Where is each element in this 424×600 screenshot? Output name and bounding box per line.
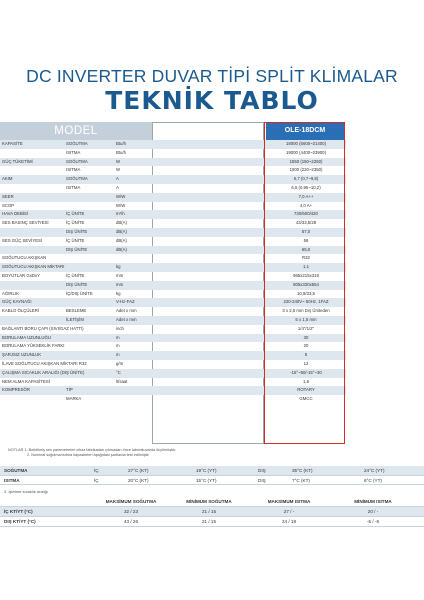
table-row (0, 517, 424, 527)
cell-value: 1550 (150~2250) (289, 158, 323, 164)
model-header: MODEL (0, 122, 152, 140)
spec-table (0, 122, 346, 402)
table-row (0, 246, 346, 255)
cell-value: 730/600/420 (294, 211, 318, 217)
cell-label: AKIM (2, 176, 13, 182)
table-row (0, 281, 346, 290)
cell-mode: ISITMA (4, 477, 20, 483)
cell-sub: DIŞ ÜNİTE (66, 281, 88, 287)
cell-unit: lt/saat (116, 378, 128, 384)
table-row (0, 237, 346, 246)
table-row (0, 386, 346, 395)
range-row-label: DIŞ KT/YT (°C) (4, 519, 36, 524)
range-table (0, 497, 424, 527)
table-row (0, 325, 346, 334)
cell-value: 57,0 (301, 229, 311, 234)
range-cell: 21 / 15 (201, 509, 217, 514)
cell-label: BORULAMA UZUNLUĞU (2, 334, 51, 340)
cell-label: İLAVE SOĞUTUCU AKIŞKAN MİKTARI R32 (2, 361, 87, 366)
cell-value: 18000 (6600~21400) (285, 141, 327, 146)
cell-label: SCOP (2, 202, 15, 208)
cell-out-wb: 24°C (YT) (364, 468, 385, 473)
cell-unit: dB(A) (116, 229, 127, 234)
table-row (0, 298, 346, 307)
cell-sub: İÇ ÜNİTE (66, 273, 85, 278)
table-row (0, 334, 346, 343)
cell-unit: mm (116, 273, 124, 278)
range-cell: 27 / - (283, 509, 295, 514)
cell-unit: W (116, 158, 121, 164)
cell-unit: Btu/h (116, 141, 127, 146)
cell-in-wb: 15°C (YT) (196, 477, 217, 483)
cell-unit: m (116, 334, 120, 340)
model-name: OLE-18DCM (266, 122, 344, 140)
cell-unit: W/W (116, 202, 126, 208)
table-row (0, 476, 424, 486)
cell-value: 1500 (220~2350) (289, 167, 323, 173)
cell-value: 12 (303, 361, 309, 366)
table-row (0, 166, 346, 175)
table-row (0, 395, 346, 404)
cell-sub: MARKA (66, 396, 82, 402)
cell-value: 805x330x554 (293, 281, 319, 287)
cell-value: R32 (302, 255, 310, 261)
cell-sub: İÇ ÜNİTE (66, 220, 85, 226)
cell-unit: W (116, 167, 121, 173)
range-column-header: MAKSİMUM SOĞUTMA (105, 499, 157, 504)
cell-value: 5 x 1,5 mm (295, 317, 317, 322)
cell-value: 220-240V~ 50Hz, 1FAZ (283, 299, 329, 305)
table-row (0, 228, 346, 237)
cell-in-db: 20°C (KT) (128, 477, 149, 483)
cell-out-wb: 6°C (YT) (364, 477, 382, 483)
cell-sub: İLETİŞİM (66, 317, 84, 322)
cell-sub: SOĞUTMA (66, 176, 88, 182)
cell-label: SOĞUTUCU AKIŞKAN MİKTARI (2, 264, 65, 270)
cell-value: 10,9/33,5 (297, 290, 315, 296)
cell-unit: dB(A) (116, 237, 127, 243)
cell-unit: A (116, 185, 119, 190)
cell-sub: DIŞ ÜNİTE (66, 229, 88, 234)
cell-unit: m (116, 343, 120, 349)
cell-label: SES GÜÇ SEVİYESİ (2, 237, 43, 243)
cell-in-label: İÇ (94, 468, 99, 473)
cell-value: 965x215x319 (293, 273, 319, 278)
cell-label: ÇALIŞMA SICAKLIK ARALIĞI (DIŞ ÜNİTE) (2, 369, 85, 375)
cell-unit: °C (116, 369, 121, 375)
cell-sub: SOĞUTMA (66, 141, 88, 146)
cell-label: KAPASİTE (2, 141, 23, 146)
cell-label: GÜÇ KAYNAĞI (2, 299, 32, 305)
cell-sub: TİP (66, 387, 73, 393)
table-row (0, 290, 346, 299)
cell-unit: W/W (116, 193, 126, 199)
cell-unit: inch (116, 325, 124, 331)
cell-unit: Btu/h (116, 149, 127, 155)
cell-unit: mm (116, 281, 124, 287)
table-row (0, 378, 346, 387)
table-row (0, 466, 424, 476)
cell-value: 4,0 A+ (299, 202, 313, 208)
cell-value: 65,0 (301, 246, 311, 252)
cell-value: 7,0 A++ (298, 193, 314, 199)
table-row (0, 351, 346, 360)
cell-label: SES BASINÇ SEVİYESİ (2, 220, 49, 226)
table-row (0, 307, 346, 316)
table-row (0, 316, 346, 325)
spec-header (0, 122, 346, 140)
cell-label: BAĞLANTI BORU ÇAPI (SIVI/GAZ HATTI) (2, 325, 84, 331)
cell-label: HAVA DEBİSİ (2, 211, 29, 217)
cell-label: NEM ALMA KAPASİTESİ (2, 378, 50, 384)
table-row (0, 263, 346, 272)
note-line: 2. Nominal soğutma/ısıtma kapasiteleri aşağıdaki şartlarda test edilmiştir. (27, 453, 150, 457)
cell-value: ROTARY (297, 387, 315, 393)
range-cell: 43 / 26 (123, 519, 139, 524)
range-row-label: İÇ KT/YT (°C) (4, 509, 33, 514)
table-row (0, 507, 424, 517)
table-row (0, 369, 346, 378)
cell-value: 20 (303, 343, 309, 349)
cell-sub: ISITMA (66, 149, 81, 155)
conditions-table (0, 466, 424, 485)
cell-sub: İÇ/DIŞ ÜNİTE (66, 290, 93, 296)
table-row (0, 360, 346, 369)
table-row (0, 202, 346, 211)
cell-value: 6,7 (0,7~9,8) (293, 176, 319, 182)
cell-value: 5 (304, 352, 308, 358)
cell-out-label: DIŞ (258, 468, 266, 473)
cell-sub: ISITMA (66, 185, 81, 190)
cell-sub: İÇ ÜNİTE (66, 237, 85, 243)
range-header (0, 497, 424, 507)
cell-value: -15°~50/-15°~30 (290, 369, 322, 375)
table-row (0, 158, 346, 167)
cell-label: SEER (2, 193, 14, 199)
table-row (0, 254, 346, 263)
cell-label: AĞIRLIK (2, 290, 19, 296)
table-row (0, 272, 346, 281)
cell-out-db: 7°C (KT) (292, 477, 310, 483)
range-column-header: MİNİMUM SOĞUTMA (186, 499, 232, 504)
range-column-header: MİNİMUM ISITMA (354, 499, 392, 504)
cell-in-label: İÇ (94, 477, 99, 483)
range-cell: 24 / 18 (281, 519, 297, 524)
cell-unit: g/m (116, 361, 124, 366)
cell-value: 30 (303, 334, 309, 340)
cell-unit: m (116, 352, 120, 358)
range-cell: 32 / 23 (123, 509, 139, 514)
cell-unit: V-Hz-FAZ (116, 299, 135, 305)
cell-label: KOMPRESÖR (2, 387, 30, 393)
cell-value: 43/33,5/28 (295, 220, 317, 226)
page-subtitle: TEKNİK TABLO (105, 86, 319, 115)
table-row (0, 219, 346, 228)
note-line: NOTLAR 1. Belirtilmiş ses parametreleri cihaz fabrikadan çıkmadan önce laboratuvarda ölçülmüştür. (8, 448, 177, 452)
table-row (0, 140, 346, 149)
table-row (0, 210, 346, 219)
cell-unit: kg (116, 264, 121, 270)
cell-value: 3 x 2,5 mm Dış Üniteden (282, 308, 330, 314)
range-cell: -5 / -6 (367, 519, 379, 524)
table-row (0, 342, 346, 351)
cell-unit: dB(A) (116, 246, 127, 252)
cell-value: 1,1 (303, 264, 309, 270)
cell-sub: BESLEME (66, 308, 87, 314)
cell-mode: SOĞUTMA (4, 468, 28, 473)
cell-value: GMCC (299, 396, 313, 402)
cell-value: 56 (303, 237, 309, 243)
cell-sub: DIŞ ÜNİTE (66, 246, 88, 252)
notes (8, 448, 176, 458)
cell-label: GÜÇ TÜKETİMİ (2, 158, 33, 164)
cell-out-label: DIŞ (258, 477, 266, 483)
table-row (0, 175, 346, 184)
cell-in-wb: 19°C (YT) (196, 468, 217, 473)
cell-unit: A (116, 176, 119, 182)
range-cell: 21 / 15 (201, 519, 217, 524)
page-title: DC INVERTER DUVAR TİPİ SPLİT KLİMALAR (26, 66, 398, 86)
cell-sub: İÇ ÜNİTE (66, 211, 85, 217)
cell-sub: SOĞUTMA (66, 158, 88, 164)
table-row (0, 184, 346, 193)
range-column-header: MAKSİMUM ISITMA (267, 499, 311, 504)
cell-label: BORULAMA YÜKSEKLİK FARKI (2, 343, 65, 349)
cell-unit: Adet x mm (116, 317, 137, 322)
cell-out-db: 35°C (KT) (292, 468, 313, 473)
operating-note: 3. İşletme sıcaklık aralığı (4, 489, 49, 494)
cell-unit: kg (116, 290, 121, 296)
range-cell: 20 / - (367, 509, 379, 514)
cell-unit: Adet x mm (116, 308, 137, 314)
cell-value: 6,5 (0,95~10,2) (291, 185, 321, 190)
cell-in-db: 27°C (KT) (128, 468, 149, 473)
cell-value: 1/4"/1/2" (297, 325, 315, 331)
cell-value: 1,8 (303, 378, 309, 384)
table-row (0, 193, 346, 202)
cell-label: KABLO ÖLÇÜLERİ (2, 308, 40, 314)
cell-label: ŞARJSIZ UZUNLUK (2, 352, 42, 358)
cell-value: 19000 (4400~23900) (285, 149, 327, 155)
cell-unit: dB(A) (116, 220, 127, 226)
cell-sub: ISITMA (66, 167, 81, 173)
cell-label: SOĞUTUCU AKIŞKAN (2, 255, 47, 261)
cell-unit: m³/h (116, 211, 125, 217)
table-row (0, 149, 346, 158)
cell-label: BOYUTLAR GxDxY (2, 273, 40, 278)
